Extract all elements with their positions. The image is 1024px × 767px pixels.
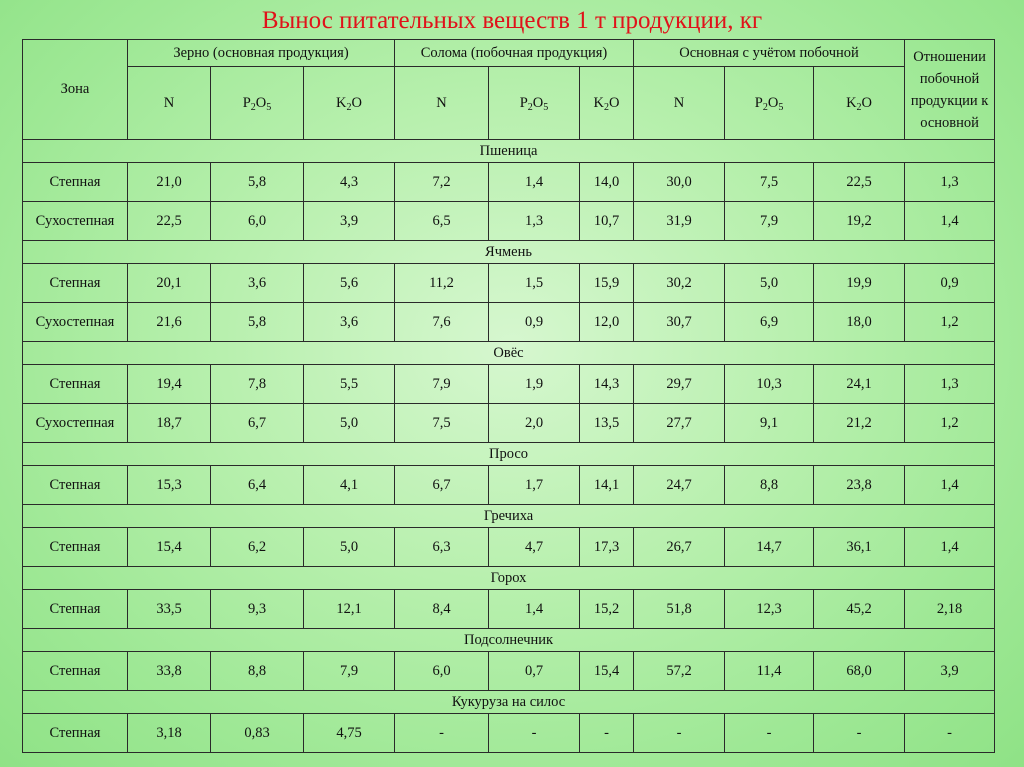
formula-part: 2 <box>346 101 352 113</box>
formula-part: P <box>519 94 528 111</box>
zone-cell: Степная <box>23 264 128 303</box>
crop-row <box>23 629 995 652</box>
formula-part: 2 <box>250 101 256 113</box>
value-cell: 5,5 <box>304 365 395 404</box>
zone-cell: Степная <box>23 163 128 202</box>
value-cell: 21,0 <box>128 163 211 202</box>
zone-cell: Степная <box>23 528 128 567</box>
formula-part: K <box>336 94 347 111</box>
formula-part: 2 <box>762 101 768 113</box>
value-cell: 30,7 <box>634 303 725 342</box>
value-cell: 0,9 <box>905 264 995 303</box>
table-row <box>23 528 995 567</box>
value-cell: 14,0 <box>580 163 634 202</box>
value-cell: 1,7 <box>489 466 580 505</box>
value-cell: 0,7 <box>489 652 580 691</box>
value-cell: 7,8 <box>211 365 304 404</box>
value-cell: 31,9 <box>634 202 725 241</box>
value-cell: 12,0 <box>580 303 634 342</box>
value-cell: 15,3 <box>128 466 211 505</box>
zone-cell: Степная <box>23 714 128 753</box>
value-cell: 19,4 <box>128 365 211 404</box>
value-cell: 19,9 <box>814 264 905 303</box>
value-cell: 23,8 <box>814 466 905 505</box>
header-grain: Зерно (основная продукция) <box>128 40 395 67</box>
page-title: Вынос питательных веществ 1 т продукции, кг <box>261 7 763 34</box>
formula-part: 2 <box>856 101 862 113</box>
value-cell: 4,75 <box>304 714 395 753</box>
crop-name: Гречиха <box>23 505 995 528</box>
value-cell: 45,2 <box>814 590 905 629</box>
value-cell: 6,0 <box>211 202 304 241</box>
header-zone: Зона <box>23 40 128 140</box>
value-cell: 7,5 <box>395 404 489 443</box>
value-cell: 1,9 <box>489 365 580 404</box>
value-cell: 9,3 <box>211 590 304 629</box>
value-cell: 9,1 <box>725 404 814 443</box>
value-cell: 11,2 <box>395 264 489 303</box>
value-cell: 7,2 <box>395 163 489 202</box>
header-n-label: N <box>436 94 447 111</box>
value-cell: 15,2 <box>580 590 634 629</box>
value-cell: 7,6 <box>395 303 489 342</box>
crop-row <box>23 691 995 714</box>
value-cell: 21,6 <box>128 303 211 342</box>
value-cell: 14,3 <box>580 365 634 404</box>
formula-part: 2 <box>604 101 610 113</box>
value-cell: 12,3 <box>725 590 814 629</box>
value-cell: 6,5 <box>395 202 489 241</box>
value-cell: 8,4 <box>395 590 489 629</box>
value-cell: 15,4 <box>580 652 634 691</box>
table-row <box>23 466 995 505</box>
value-cell: 14,1 <box>580 466 634 505</box>
value-cell: 4,7 <box>489 528 580 567</box>
header-straw: Солома (побочная продукция) <box>395 40 634 67</box>
value-cell: 3,9 <box>304 202 395 241</box>
value-cell: 6,7 <box>395 466 489 505</box>
value-cell: 18,7 <box>128 404 211 443</box>
value-cell: 15,9 <box>580 264 634 303</box>
value-cell: 24,7 <box>634 466 725 505</box>
crop-name: Пшеница <box>23 140 995 163</box>
value-cell: 1,3 <box>489 202 580 241</box>
table-row <box>23 404 995 443</box>
formula-part: 5 <box>266 101 272 113</box>
value-cell: 3,6 <box>211 264 304 303</box>
value-cell: 30,2 <box>634 264 725 303</box>
table-row <box>23 163 995 202</box>
formula-part: 5 <box>778 101 784 113</box>
value-cell: 6,2 <box>211 528 304 567</box>
value-cell: 4,3 <box>304 163 395 202</box>
zone-cell: Сухостепная <box>23 404 128 443</box>
value-cell: 2,0 <box>489 404 580 443</box>
value-cell: 7,9 <box>725 202 814 241</box>
table-row <box>23 202 995 241</box>
value-cell: 5,0 <box>725 264 814 303</box>
header-n <box>395 67 489 140</box>
value-cell: 3,9 <box>905 652 995 691</box>
header-p2o5 <box>211 67 304 140</box>
value-cell: 19,2 <box>814 202 905 241</box>
crop-name: Кукуруза на силос <box>23 691 995 714</box>
value-cell: 1,4 <box>905 528 995 567</box>
formula-part: O <box>767 94 779 111</box>
header-n-label: N <box>673 94 685 111</box>
crop-row <box>23 241 995 264</box>
zone-cell: Степная <box>23 365 128 404</box>
formula-part: O <box>351 94 362 111</box>
formula-part: 2 <box>527 101 533 113</box>
formula-part: O <box>609 94 620 111</box>
header-p2o5 <box>489 67 580 140</box>
table-row <box>23 303 995 342</box>
header-n <box>128 67 211 140</box>
value-cell: - <box>814 714 905 753</box>
value-cell: 18,0 <box>814 303 905 342</box>
header-k2o <box>580 67 634 140</box>
formula-part: K <box>846 94 857 111</box>
value-cell: 7,5 <box>725 163 814 202</box>
value-cell: 22,5 <box>128 202 211 241</box>
value-cell: - <box>725 714 814 753</box>
value-cell: 6,4 <box>211 466 304 505</box>
value-cell: 1,3 <box>905 163 995 202</box>
header-main-with-by: Основная с учётом побочной <box>634 40 905 67</box>
value-cell: 0,83 <box>211 714 304 753</box>
table-row <box>23 365 995 404</box>
formula-part: K <box>593 94 605 111</box>
crop-row <box>23 567 995 590</box>
value-cell: 30,0 <box>634 163 725 202</box>
formula-part: P <box>242 94 251 111</box>
value-cell: 1,4 <box>905 202 995 241</box>
value-cell: 5,8 <box>211 163 304 202</box>
value-cell: 33,8 <box>128 652 211 691</box>
value-cell: 21,2 <box>814 404 905 443</box>
table-row <box>23 714 995 753</box>
value-cell: 1,3 <box>905 365 995 404</box>
value-cell: 7,9 <box>395 365 489 404</box>
table-row <box>23 590 995 629</box>
value-cell: 8,8 <box>725 466 814 505</box>
value-cell: 36,1 <box>814 528 905 567</box>
value-cell: 3,18 <box>128 714 211 753</box>
zone-cell: Сухостепная <box>23 202 128 241</box>
crop-name: Подсолнечник <box>23 629 995 652</box>
crop-name: Овёс <box>23 342 995 365</box>
value-cell: 10,7 <box>580 202 634 241</box>
value-cell: - <box>634 714 725 753</box>
header-n <box>634 67 725 140</box>
zone-cell: Степная <box>23 466 128 505</box>
header-k2o <box>814 67 905 140</box>
value-cell: 15,4 <box>128 528 211 567</box>
value-cell: 0,9 <box>489 303 580 342</box>
value-cell: 12,1 <box>304 590 395 629</box>
value-cell: 6,7 <box>211 404 304 443</box>
formula-part: O <box>255 94 267 111</box>
header-n-label: N <box>163 94 175 111</box>
value-cell: - <box>905 714 995 753</box>
value-cell: 1,4 <box>489 163 580 202</box>
value-cell: 2,18 <box>905 590 995 629</box>
crop-name: Горох <box>23 567 995 590</box>
value-cell: 5,6 <box>304 264 395 303</box>
value-cell: 6,3 <box>395 528 489 567</box>
crop-row <box>23 140 995 163</box>
crop-name: Просо <box>23 443 995 466</box>
value-cell: 8,8 <box>211 652 304 691</box>
formula-part: P <box>754 94 763 111</box>
value-cell: 26,7 <box>634 528 725 567</box>
crop-row <box>23 505 995 528</box>
header-row-groups <box>23 40 995 67</box>
zone-cell: Сухостепная <box>23 303 128 342</box>
header-ratio: Отношении побочной продукции к основной <box>905 40 995 140</box>
header-k2o <box>304 67 395 140</box>
value-cell: - <box>489 714 580 753</box>
formula-part: 5 <box>543 101 549 113</box>
table-row <box>23 652 995 691</box>
formula-part: O <box>861 94 873 111</box>
value-cell: 6,9 <box>725 303 814 342</box>
header-p2o5 <box>725 67 814 140</box>
value-cell: 1,5 <box>489 264 580 303</box>
value-cell: 51,8 <box>634 590 725 629</box>
value-cell: 57,2 <box>634 652 725 691</box>
zone-cell: Степная <box>23 652 128 691</box>
value-cell: 1,2 <box>905 404 995 443</box>
value-cell: 17,3 <box>580 528 634 567</box>
zone-cell: Степная <box>23 590 128 629</box>
value-cell: 24,1 <box>814 365 905 404</box>
value-cell: 5,0 <box>304 404 395 443</box>
table-row <box>23 264 995 303</box>
value-cell: - <box>395 714 489 753</box>
value-cell: 3,6 <box>304 303 395 342</box>
formula-part: O <box>532 94 544 111</box>
value-cell: - <box>580 714 634 753</box>
nutrient-table <box>22 39 995 753</box>
value-cell: 5,8 <box>211 303 304 342</box>
crop-name: Ячмень <box>23 241 995 264</box>
value-cell: 29,7 <box>634 365 725 404</box>
value-cell: 11,4 <box>725 652 814 691</box>
value-cell: 5,0 <box>304 528 395 567</box>
value-cell: 10,3 <box>725 365 814 404</box>
value-cell: 20,1 <box>128 264 211 303</box>
value-cell: 13,5 <box>580 404 634 443</box>
value-cell: 4,1 <box>304 466 395 505</box>
value-cell: 33,5 <box>128 590 211 629</box>
value-cell: 1,4 <box>905 466 995 505</box>
crop-row <box>23 443 995 466</box>
crop-row <box>23 342 995 365</box>
header-row-elements <box>23 67 995 140</box>
value-cell: 27,7 <box>634 404 725 443</box>
value-cell: 6,0 <box>395 652 489 691</box>
value-cell: 7,9 <box>304 652 395 691</box>
value-cell: 14,7 <box>725 528 814 567</box>
value-cell: 1,4 <box>489 590 580 629</box>
value-cell: 68,0 <box>814 652 905 691</box>
value-cell: 1,2 <box>905 303 995 342</box>
value-cell: 22,5 <box>814 163 905 202</box>
